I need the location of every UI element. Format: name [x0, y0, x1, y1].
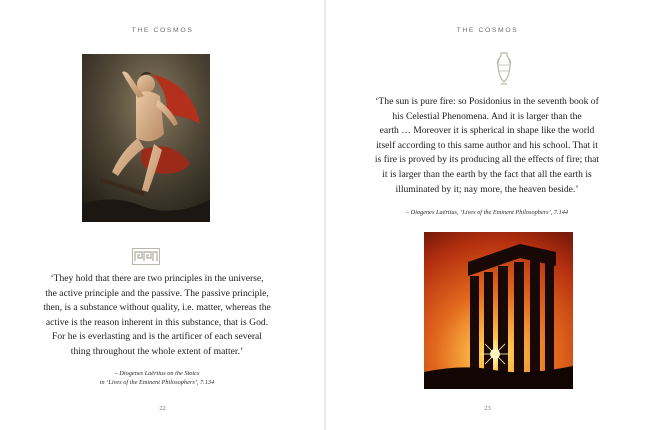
temple-photo [424, 232, 573, 389]
page-number-right: 23 [484, 405, 491, 412]
amphora-vase-icon [496, 50, 512, 91]
quote-line: earth … Moreover it is spherical in shape like the world [379, 125, 595, 137]
quote-line: his Celestial Phenomena. And it is larger than the [392, 110, 582, 122]
quote-line: it is larger than the earth by the fact that all the earth is [382, 168, 592, 180]
quote-line: thing throughout the whole extent of matter.’ [70, 345, 244, 357]
right-page [325, 0, 650, 430]
running-head-left: THE COSMOS [131, 27, 194, 34]
sun-quote [337, 95, 637, 197]
quote-line: ‘They hold that there are two principles in the universe, [50, 273, 264, 284]
quote-attribution: – Diogenes Laërtius, ‘Lives of the Eminent Philosophers’, 7.144 [405, 209, 569, 216]
quote-line: illuminated by it; nay more, the heaven beside.’ [395, 183, 579, 195]
quote-line: then, is a substance without quality, i.e. matter, whereas the [43, 302, 271, 314]
painting-image [82, 54, 210, 222]
quote-line: itself according to this same author and his school. That it [376, 139, 598, 151]
quote-line: ‘The sun is pure fire: so Posidonius in the seventh book of [375, 96, 599, 107]
quote-line: is fire is proved by its producing all the effects of fire; that [374, 154, 600, 166]
page-number-left: 22 [159, 405, 166, 412]
quote-attribution [12, 370, 302, 388]
running-head-right: THE COSMOS [456, 27, 519, 34]
quote-line: active is the reason inherent in this substance, that is God. [45, 316, 269, 328]
stoics-quote [12, 272, 302, 360]
greek-key-icon [132, 248, 160, 270]
quote-line: For he is everlasting and is the artificer of each several [52, 331, 262, 343]
quote-line: the active principle and the passive. The passive principle, [45, 287, 269, 299]
attribution-line: in ‘Lives of the Eminent Philosophers’, 7.134 [99, 378, 215, 386]
attribution-line: – Diogenes Laërtius on the Stoics [114, 370, 200, 377]
